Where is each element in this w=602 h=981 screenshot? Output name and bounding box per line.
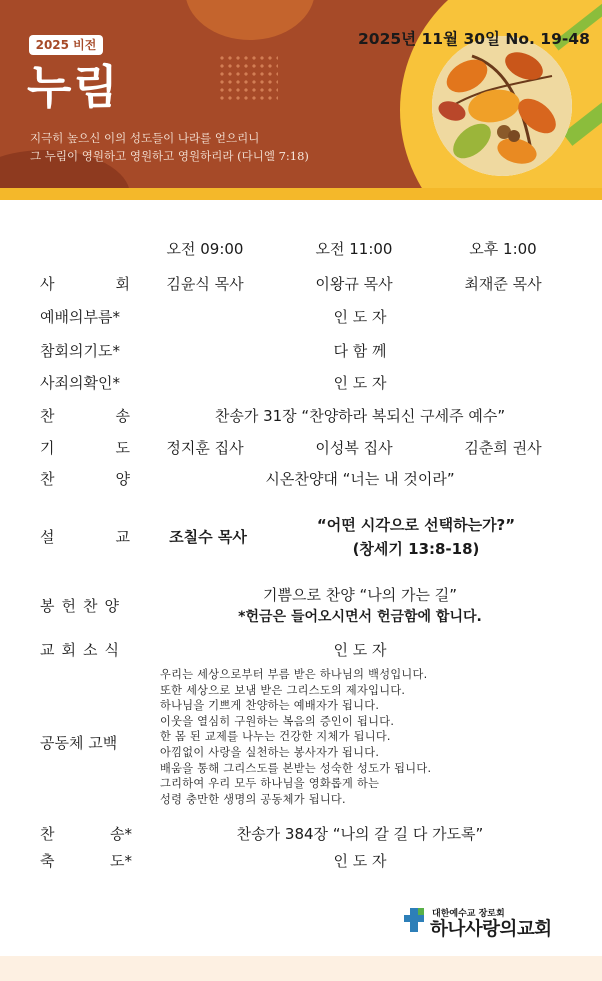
prayer-leader: 정지훈 집사 bbox=[166, 439, 244, 457]
row-label: 공동체 고백 bbox=[40, 734, 118, 752]
vision-badge: 2025 비전 bbox=[29, 35, 103, 55]
sermon-title: “어떤 시각으로 선택하는가?” bbox=[316, 516, 516, 534]
row-label: 사 회 bbox=[40, 275, 130, 293]
row-value: 인 도 자 bbox=[333, 641, 387, 659]
header-banner bbox=[0, 0, 602, 192]
autumn-leaves-image bbox=[432, 36, 572, 176]
row-label: 교회소식 bbox=[40, 641, 126, 659]
offering-note: *헌금은 들어오시면서 헌금함에 합니다. bbox=[238, 609, 482, 625]
row-label: 축 도* bbox=[40, 852, 132, 870]
confession-line: 그리하여 우리 모두 하나님을 영화롭게 하는 bbox=[160, 777, 380, 791]
row-value: 인 도 자 bbox=[333, 374, 387, 392]
community-confession bbox=[160, 667, 431, 807]
confession-line: 하나님을 기쁘게 찬양하는 예배자가 됩니다. bbox=[160, 699, 380, 713]
confession-line: 우리는 세상으로부터 부름 받은 하나님의 백성입니다. bbox=[160, 668, 428, 681]
confession-line: 아낌없이 사랑을 실천하는 봉사자가 됩니다. bbox=[160, 745, 380, 759]
verse-line: 그 누림이 영원하고 영원하고 영원하리라 (다니엘 7:18) bbox=[30, 149, 309, 163]
confession-line: 배움을 통해 그리스도를 본받는 성숙한 성도가 됩니다. bbox=[160, 761, 432, 775]
row-label: 봉헌찬양 bbox=[40, 597, 126, 615]
decor-dots bbox=[218, 54, 278, 100]
confession-line: 성령 충만한 생명의 공동체가 됩니다. bbox=[160, 792, 346, 806]
offering-song: 기쁨으로 찬양 “나의 가는 길” bbox=[262, 586, 457, 604]
row-label: 찬 송 bbox=[40, 407, 130, 425]
verse-line: 지극히 높으신 이의 성도들이 나라를 얻으리니 bbox=[30, 131, 260, 145]
confession-line: 이웃을 열심히 구원하는 복음의 증인이 됩니다. bbox=[160, 714, 395, 728]
row-value: 인 도 자 bbox=[333, 308, 387, 326]
presider-name: 최재준 목사 bbox=[464, 275, 542, 293]
presider-name: 김윤식 목사 bbox=[166, 275, 244, 293]
row-label: 찬 송* bbox=[40, 825, 132, 843]
church-cross-icon bbox=[404, 906, 426, 934]
denomination-label: 대한예수교 장로회 bbox=[432, 909, 505, 919]
row-label: 사죄의확인* bbox=[40, 374, 120, 392]
preacher-name: 조칠수 목사 bbox=[169, 528, 247, 546]
row-value: 시온찬양대 “너는 내 것이라” bbox=[265, 470, 455, 488]
church-name: 하나사랑의교회 bbox=[430, 919, 552, 940]
presider-name: 이왕규 목사 bbox=[315, 275, 393, 293]
header-divider bbox=[0, 188, 602, 200]
row-label: 참회의기도* bbox=[40, 342, 120, 360]
sermon-scripture: (창세기 13:8-18) bbox=[352, 540, 480, 558]
row-value: 찬송가 384장 “나의 갈 길 다 가도록” bbox=[236, 825, 484, 843]
row-label: 예배의부름* bbox=[40, 308, 120, 326]
row-value: 인 도 자 bbox=[333, 852, 387, 870]
prayer-leader: 이성복 집사 bbox=[315, 439, 393, 457]
service-time: 오전 09:00 bbox=[166, 240, 244, 258]
service-time: 오전 11:00 bbox=[315, 240, 393, 258]
issue-date: 2025년 11월 30일 No. 19-48 bbox=[358, 30, 590, 48]
row-label: 찬 양 bbox=[40, 470, 130, 488]
row-value: 다 함 께 bbox=[333, 342, 387, 360]
row-label: 설 교 bbox=[40, 528, 130, 546]
prayer-leader: 김춘희 권사 bbox=[464, 439, 542, 457]
row-label: 기 도 bbox=[40, 439, 130, 457]
page-title: 누림 bbox=[27, 60, 120, 114]
confession-line: 또한 세상으로 보냄 받은 그리스도의 제자입니다. bbox=[160, 683, 406, 697]
confession-line: 한 몸 된 교제를 나누는 건강한 지체가 됩니다. bbox=[160, 730, 391, 744]
row-value: 찬송가 31장 “찬양하라 복되신 구세주 예수” bbox=[214, 407, 506, 425]
footer-band bbox=[0, 956, 602, 981]
decor-circle bbox=[185, 0, 315, 40]
service-time: 오후 1:00 bbox=[469, 240, 537, 258]
